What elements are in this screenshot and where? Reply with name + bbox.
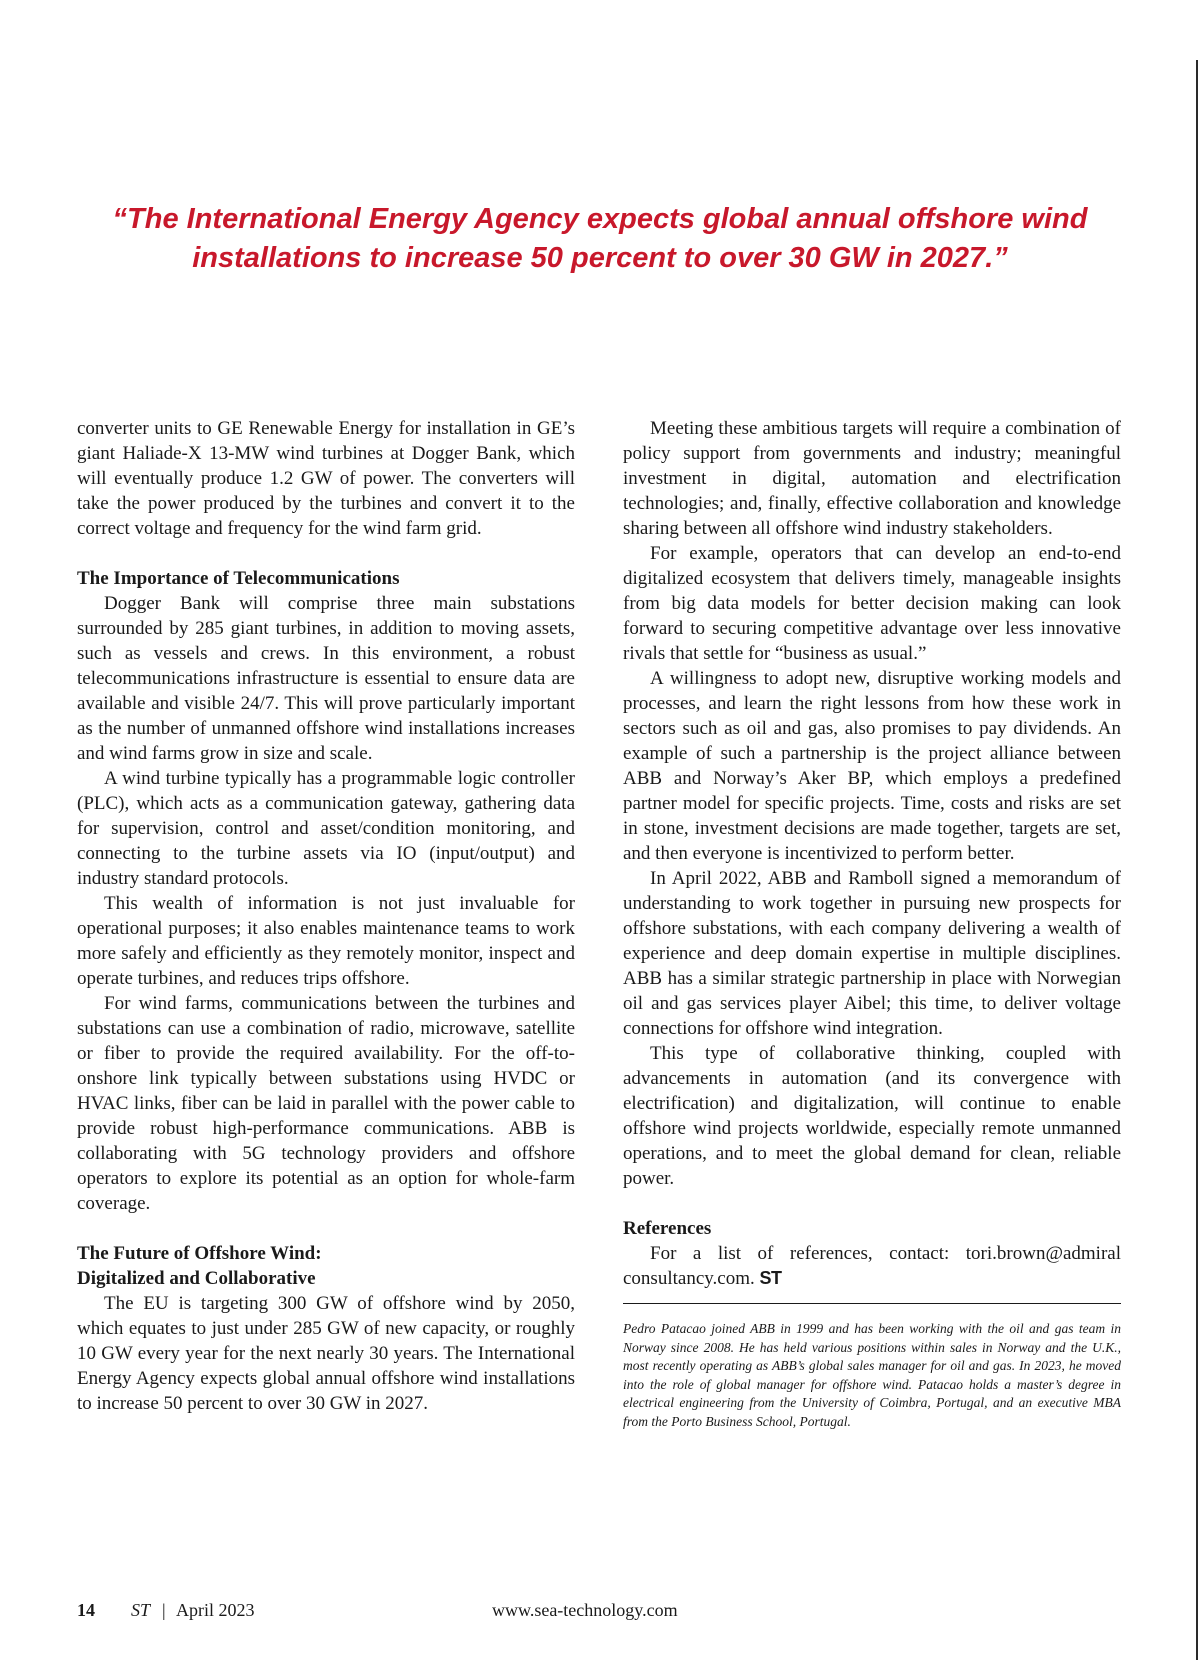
author-bio: Pedro Patacao joined ABB in 1999 and has been working with the oil and gas team in Norway since 2008. He has held various positions within sales in Norway and the U.K., most recently operating as ABB’s global sales manager for oil and gas. In 2023, he moved into the role of global manager for offshore wind. Patacao holds a master’s degree in electrical engineering from the University of Coimbra, Portugal, and an executive MBA from the Porto Business School, Portugal. — [623, 1321, 1121, 1429]
page-number: 14 — [77, 1600, 95, 1620]
body-paragraph: Meeting these ambitious targets will require a combination of policy support from governments and industry; meaningful investment in digital, automation and electrification technologies; and, finally, effective collaboration and knowledge sharing between all offshore wind industry stakeholders. — [623, 418, 1121, 539]
page-edge-rule — [1196, 60, 1198, 1660]
references-heading: References — [623, 1218, 712, 1239]
body-paragraph: A wind turbine typically has a programmable logic controller (PLC), which acts as a communication gateway, gathering data for supervision, control and asset/condition monitoring, and connecting to the turbine assets via IO (input/output) and industry standard protocols. — [77, 768, 575, 889]
body-paragraph: Dogger Bank will comprise three main substations surrounded by 285 giant turbines, in addition to moving assets, such as vessels and crews. In this environment, a robust telecommunications infrastructure is essential to ensure data are available and visible 24/7. This will prove particularly important as the number of unmanned offshore wind installations increases and wind farms grow in size and scale. — [77, 593, 575, 764]
body-paragraph: For example, operators that can develop an end-to-end digitalized ecosystem that delivers timely, manageable insights from big data models for better decision making can look forward to securing competitive advantage over less innovative rivals that settle for “business as usual.” — [623, 543, 1121, 664]
footer-separator: | — [162, 1600, 166, 1620]
website-url: www.sea-technology.com — [492, 1600, 678, 1620]
body-paragraph: This wealth of information is not just invaluable for operational purposes; it also enables maintenance teams to work more safely and efficiently as they remotely monitor, inspect and operate turbines, and reduces trips offshore. — [77, 893, 575, 989]
body-paragraph: A willingness to adopt new, disruptive working models and processes, and learn the right lessons from how these work in sectors such as oil and gas, also promises to pay dividends. An example of such a partnership is the project alliance between ABB and Norway’s Aker BP, which employs a predefined partner model for specific projects. Time, costs and risks are set in stone, investment decisions are made together, targets are set, and then everyone is incentivized to perform better. — [623, 668, 1121, 864]
section-heading-future-subtitle: Digitalized and Collaborative — [77, 1268, 316, 1289]
publication-name: ST — [131, 1600, 151, 1620]
intro-paragraph: converter units to GE Renewable Energy for installation in GE’s giant Haliade-X 13-MW wind turbines at Dogger Bank, which will eventually produce 1.2 GW of power. The converters will take the power produced by the turbines and convert it to the correct voltage and frequency for the wind farm grid. — [77, 418, 575, 539]
body-paragraph: The EU is targeting 300 GW of offshore wind by 2050, which equates to just under 285 GW of new capacity, or roughly 10 GW every year for the next nearly 30 years. The International Energy Agency expects global annual offshore wind installations to increase 50 percent to over 30 GW in 2027. — [77, 1293, 575, 1414]
pull-quote: “The International Energy Agency expects global annual offshore wind installations to increase 50 percent to over 30 GW in 2027.” — [112, 203, 1088, 274]
body-paragraph: This type of collaborative thinking, coupled with advancements in automation (and its convergence with electrification) and digitalization, will continue to enable offshore wind projects worldwide, especially remote unmanned operations, and to meet the global demand for clean, reliable power. — [623, 1043, 1121, 1189]
references-contact: For a list of references, contact: tori.brown@admiral consultancy.com. — [623, 1243, 1121, 1289]
references-text — [623, 1241, 1121, 1291]
end-mark: ST — [759, 1268, 782, 1288]
body-paragraph: For wind farms, communications between the turbines and substations can use a combination of radio, microwave, satellite or fiber to provide the required availability. For the off-to-onshore link typically between substations using HVDC or HVAC links, fiber can be laid in parallel with the power cable to provide robust high-performance communications. ABB is collaborating with 5G technology providers and offshore operators to explore its potential as an option for whole-farm coverage. — [77, 993, 575, 1214]
left-column — [77, 416, 575, 1416]
bio-divider — [623, 1303, 1121, 1304]
section-heading-telecommunications: The Importance of Telecommunications — [77, 568, 400, 589]
issue-date: April 2023 — [176, 1600, 255, 1620]
right-column — [623, 416, 1121, 1431]
body-paragraph: In April 2022, ABB and Ramboll signed a memorandum of understanding to work together in pursuing new prospects for offshore substations, with each company delivering a wealth of experience and deep domain expertise in multiple disciplines. ABB has a similar strategic partnership in place with Norwegian oil and gas services player Aibel; this time, to deliver voltage connections for offshore wind integration. — [623, 868, 1121, 1039]
section-heading-future: The Future of Offshore Wind: — [77, 1243, 322, 1264]
